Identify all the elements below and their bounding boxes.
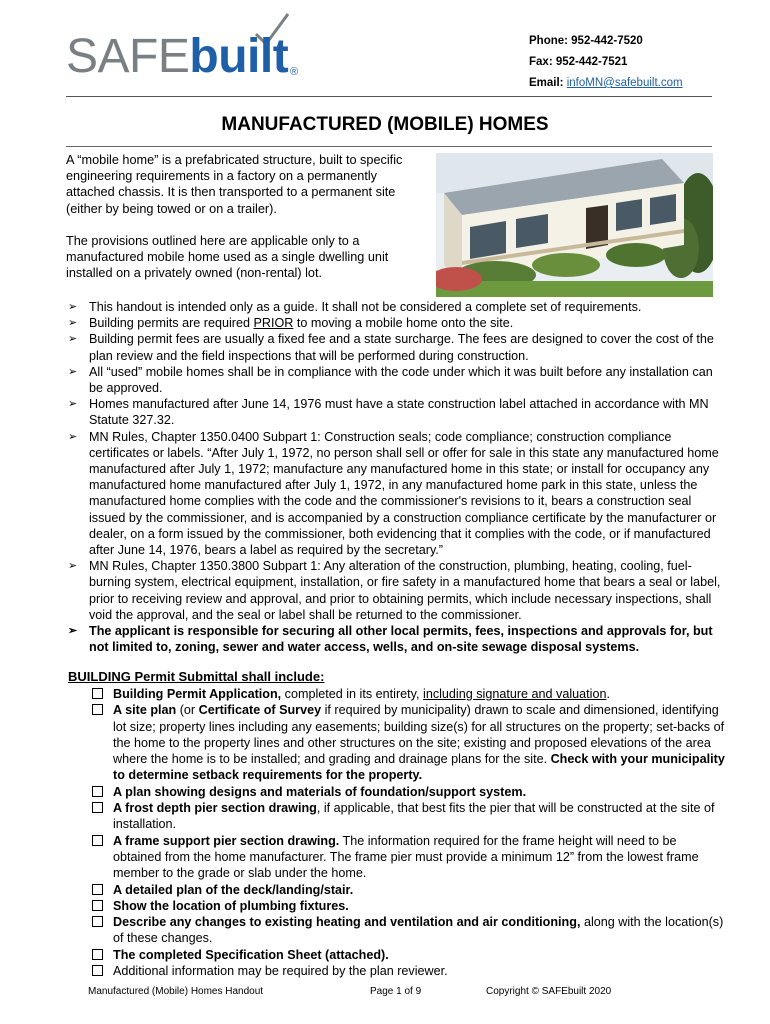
title-divider <box>66 146 712 147</box>
bullet-text: to moving a mobile home onto the site. <box>293 316 514 331</box>
guidance-bullets <box>68 299 728 655</box>
item-text: along with the location(s) of these changes. <box>113 915 724 946</box>
item-emphasis: Check with your municipality to determine setback requirements for the property. <box>113 752 725 783</box>
checklist-item <box>92 898 728 914</box>
logo-safe-text: SAFE <box>66 30 190 83</box>
header-divider <box>66 96 712 97</box>
phone-text: Phone: 952-442-7520 <box>529 35 643 47</box>
footer-copyright: Copyright © SAFEbuilt 2020 <box>486 986 612 997</box>
checkbox[interactable] <box>92 916 103 927</box>
item-text: The information required for the frame height will need to be obtained from the home manufacturer. The frame pier must provide a minimum 12” from the lowest frame member to the grade or slab under the home. <box>113 833 699 881</box>
item-text: completed in its entirety, <box>281 687 424 701</box>
bullet-text: MN Rules, Chapter 1350.3800 Subpart 1: Any alteration of the construction, plumbing, heating, cooling, fuel-burning system, electrical equipment, installation, or fire safety in a manufactured home that bears a seal or label, prior to receiving review and approval, and prior to obtaining permits, which include necessary inspections, shall void the approval, and the seal or label shall be returned to the commissioner. <box>89 559 721 622</box>
safebuilt-logo <box>66 12 316 82</box>
list-item <box>68 396 728 428</box>
item-title: A plan showing designs and materials of foundation/support system. <box>113 784 527 799</box>
registered-mark: ® <box>290 66 299 78</box>
checkbox[interactable] <box>92 688 103 699</box>
mobile-home-photo <box>436 153 713 297</box>
checkbox[interactable] <box>92 786 103 797</box>
list-item <box>68 315 728 331</box>
checkbox[interactable] <box>92 704 103 715</box>
submittal-heading: BUILDING Permit Submittal shall include: <box>68 669 325 684</box>
checklist-item <box>92 686 728 702</box>
bullet-text: Building permits are required <box>89 316 254 331</box>
checkbox[interactable] <box>92 965 103 976</box>
checklist-item <box>92 800 728 833</box>
item-title: A site plan <box>113 703 177 718</box>
checkbox[interactable] <box>92 900 103 911</box>
item-title: A frost depth pier section drawing <box>113 801 317 816</box>
bullet-text: All “used” mobile homes shall be in compliance with the code under which it was built before any installation can be approved. <box>89 364 713 396</box>
fax-text: Fax: 952-442-7521 <box>529 56 628 68</box>
intro-text <box>66 152 426 297</box>
footer-left: Manufactured (Mobile) Homes Handout <box>88 986 264 997</box>
item-text: (or <box>176 703 199 718</box>
checklist-item <box>92 833 728 882</box>
item-text: if required by municipality) drawn to scale and dimensioned, identifying lot size; property lines including any easements; building size(s) for all structures on the property; set-backs of the home to the property lines and other structures on the site; existing and proposed elevations of the area where the home is to be installed; and grading and drainage plans for the site. <box>113 703 725 767</box>
arrow-bullet-icon: ➢ <box>68 317 78 330</box>
checklist-item <box>92 963 728 979</box>
list-item <box>68 429 728 559</box>
intro-paragraph-2: The provisions outlined here are applicable only to a manufactured mobile home used as a single dwelling unit installed on a privately owned (non-rental) lot. <box>66 233 389 281</box>
footer-page-number: Page 1 of 9 <box>370 986 422 997</box>
item-title: Describe any changes to existing heating and ventilation and air conditioning, <box>113 915 581 930</box>
bullet-text: Homes manufactured after June 14, 1976 must have a state construction label attached in accordance with MN Statute 327.32. <box>89 397 709 428</box>
item-emphasis: including signature and valuation <box>423 687 607 701</box>
checklist-item <box>92 882 728 898</box>
arrow-bullet-icon: ➢ <box>68 560 78 573</box>
item-title: The completed Specification Sheet (attached). <box>113 947 389 962</box>
arrow-bullet-icon: ➢ <box>68 365 78 378</box>
submittal-checklist <box>92 686 728 979</box>
arrow-bullet-icon: ➢ <box>68 301 78 313</box>
item-title: Building Permit Application, <box>113 687 282 701</box>
intro-paragraph-1: A “mobile home” is a prefabricated structure, built to specific engineering requirements in a factory on a permanently attached chassis. It is then transported to a permanent site (either by being towed or on a trailer). <box>66 153 403 216</box>
checkbox[interactable] <box>92 949 103 960</box>
checklist-item <box>92 914 728 947</box>
checklist-item <box>92 702 728 783</box>
page-title: MANUFACTURED (MOBILE) HOMES <box>221 114 549 135</box>
contact-info <box>529 31 683 94</box>
list-item <box>68 299 728 315</box>
email-row <box>529 73 683 94</box>
list-item <box>68 364 728 396</box>
bullet-text: The applicant is responsible for securing all other local permits, fees, inspections and approvals for, but not limited to, zoning, sewer and water access, wells, and on-site sewage disposal systems. <box>89 624 713 655</box>
list-item <box>68 558 728 623</box>
arrow-bullet-icon: ➢ <box>68 625 78 638</box>
checkbox[interactable] <box>92 802 103 813</box>
email-label: Email: <box>529 77 567 89</box>
item-title: Show the location of plumbing fixtures. <box>113 898 349 913</box>
checklist-item <box>92 784 728 800</box>
item-title: Certificate of Survey <box>198 703 322 718</box>
logo-built-text: built <box>189 30 289 83</box>
item-title: A frame support pier section drawing. <box>113 833 340 848</box>
item-text: Additional information may be required by the plan reviewer. <box>113 964 448 979</box>
bullet-text: Building permit fees are usually a fixed fee and a state surcharge. The fees are designed to cover the cost of the plan review and the field inspections that will be performed during construction. <box>89 332 714 363</box>
checklist-item <box>92 947 728 963</box>
bullet-emphasis: PRIOR <box>253 316 294 331</box>
list-item <box>68 331 728 363</box>
logo-wordmark <box>66 32 288 82</box>
list-item <box>68 623 728 655</box>
checkbox[interactable] <box>92 835 103 846</box>
bullet-text: MN Rules, Chapter 1350.0400 Subpart 1: Construction seals; code compliance; construction compliance certificates or labels. “After July 1, 1972, no person shall sell or offer for sale in this state any manufactured home manufactured after July 1, 1972; manufacture any manufactured home in this state; or install for occupancy any manufactured home manufactured after July 1, 1972, in any manufactured home park in this state, unless the manufactured home complies with the code and the commissioner's revisions to it, bears a construction seal issued by the commissioner, and is accompanied by a construction compliance certificate by the manufacturer or dealer, on a form issued by the commissioner, both evidencing that it complies with the code, or if manufactured after June 14, 1976, bears a label as required by the secretary.” <box>89 429 719 558</box>
bullet-text: This handout is intended only as a guide. It shall not be considered a complete set of requirements. <box>89 300 642 314</box>
arrow-bullet-icon: ➢ <box>68 398 78 411</box>
arrow-bullet-icon: ➢ <box>68 333 78 346</box>
email-link[interactable]: infoMN@safebuilt.com <box>566 77 683 89</box>
item-text: , if applicable, that best fits the pier that will be constructed at the site of installation. <box>113 801 715 832</box>
item-text: . <box>606 687 610 701</box>
arrow-bullet-icon: ➢ <box>68 430 78 443</box>
item-title: A detailed plan of the deck/landing/stair. <box>113 882 354 897</box>
checkbox[interactable] <box>92 884 103 895</box>
